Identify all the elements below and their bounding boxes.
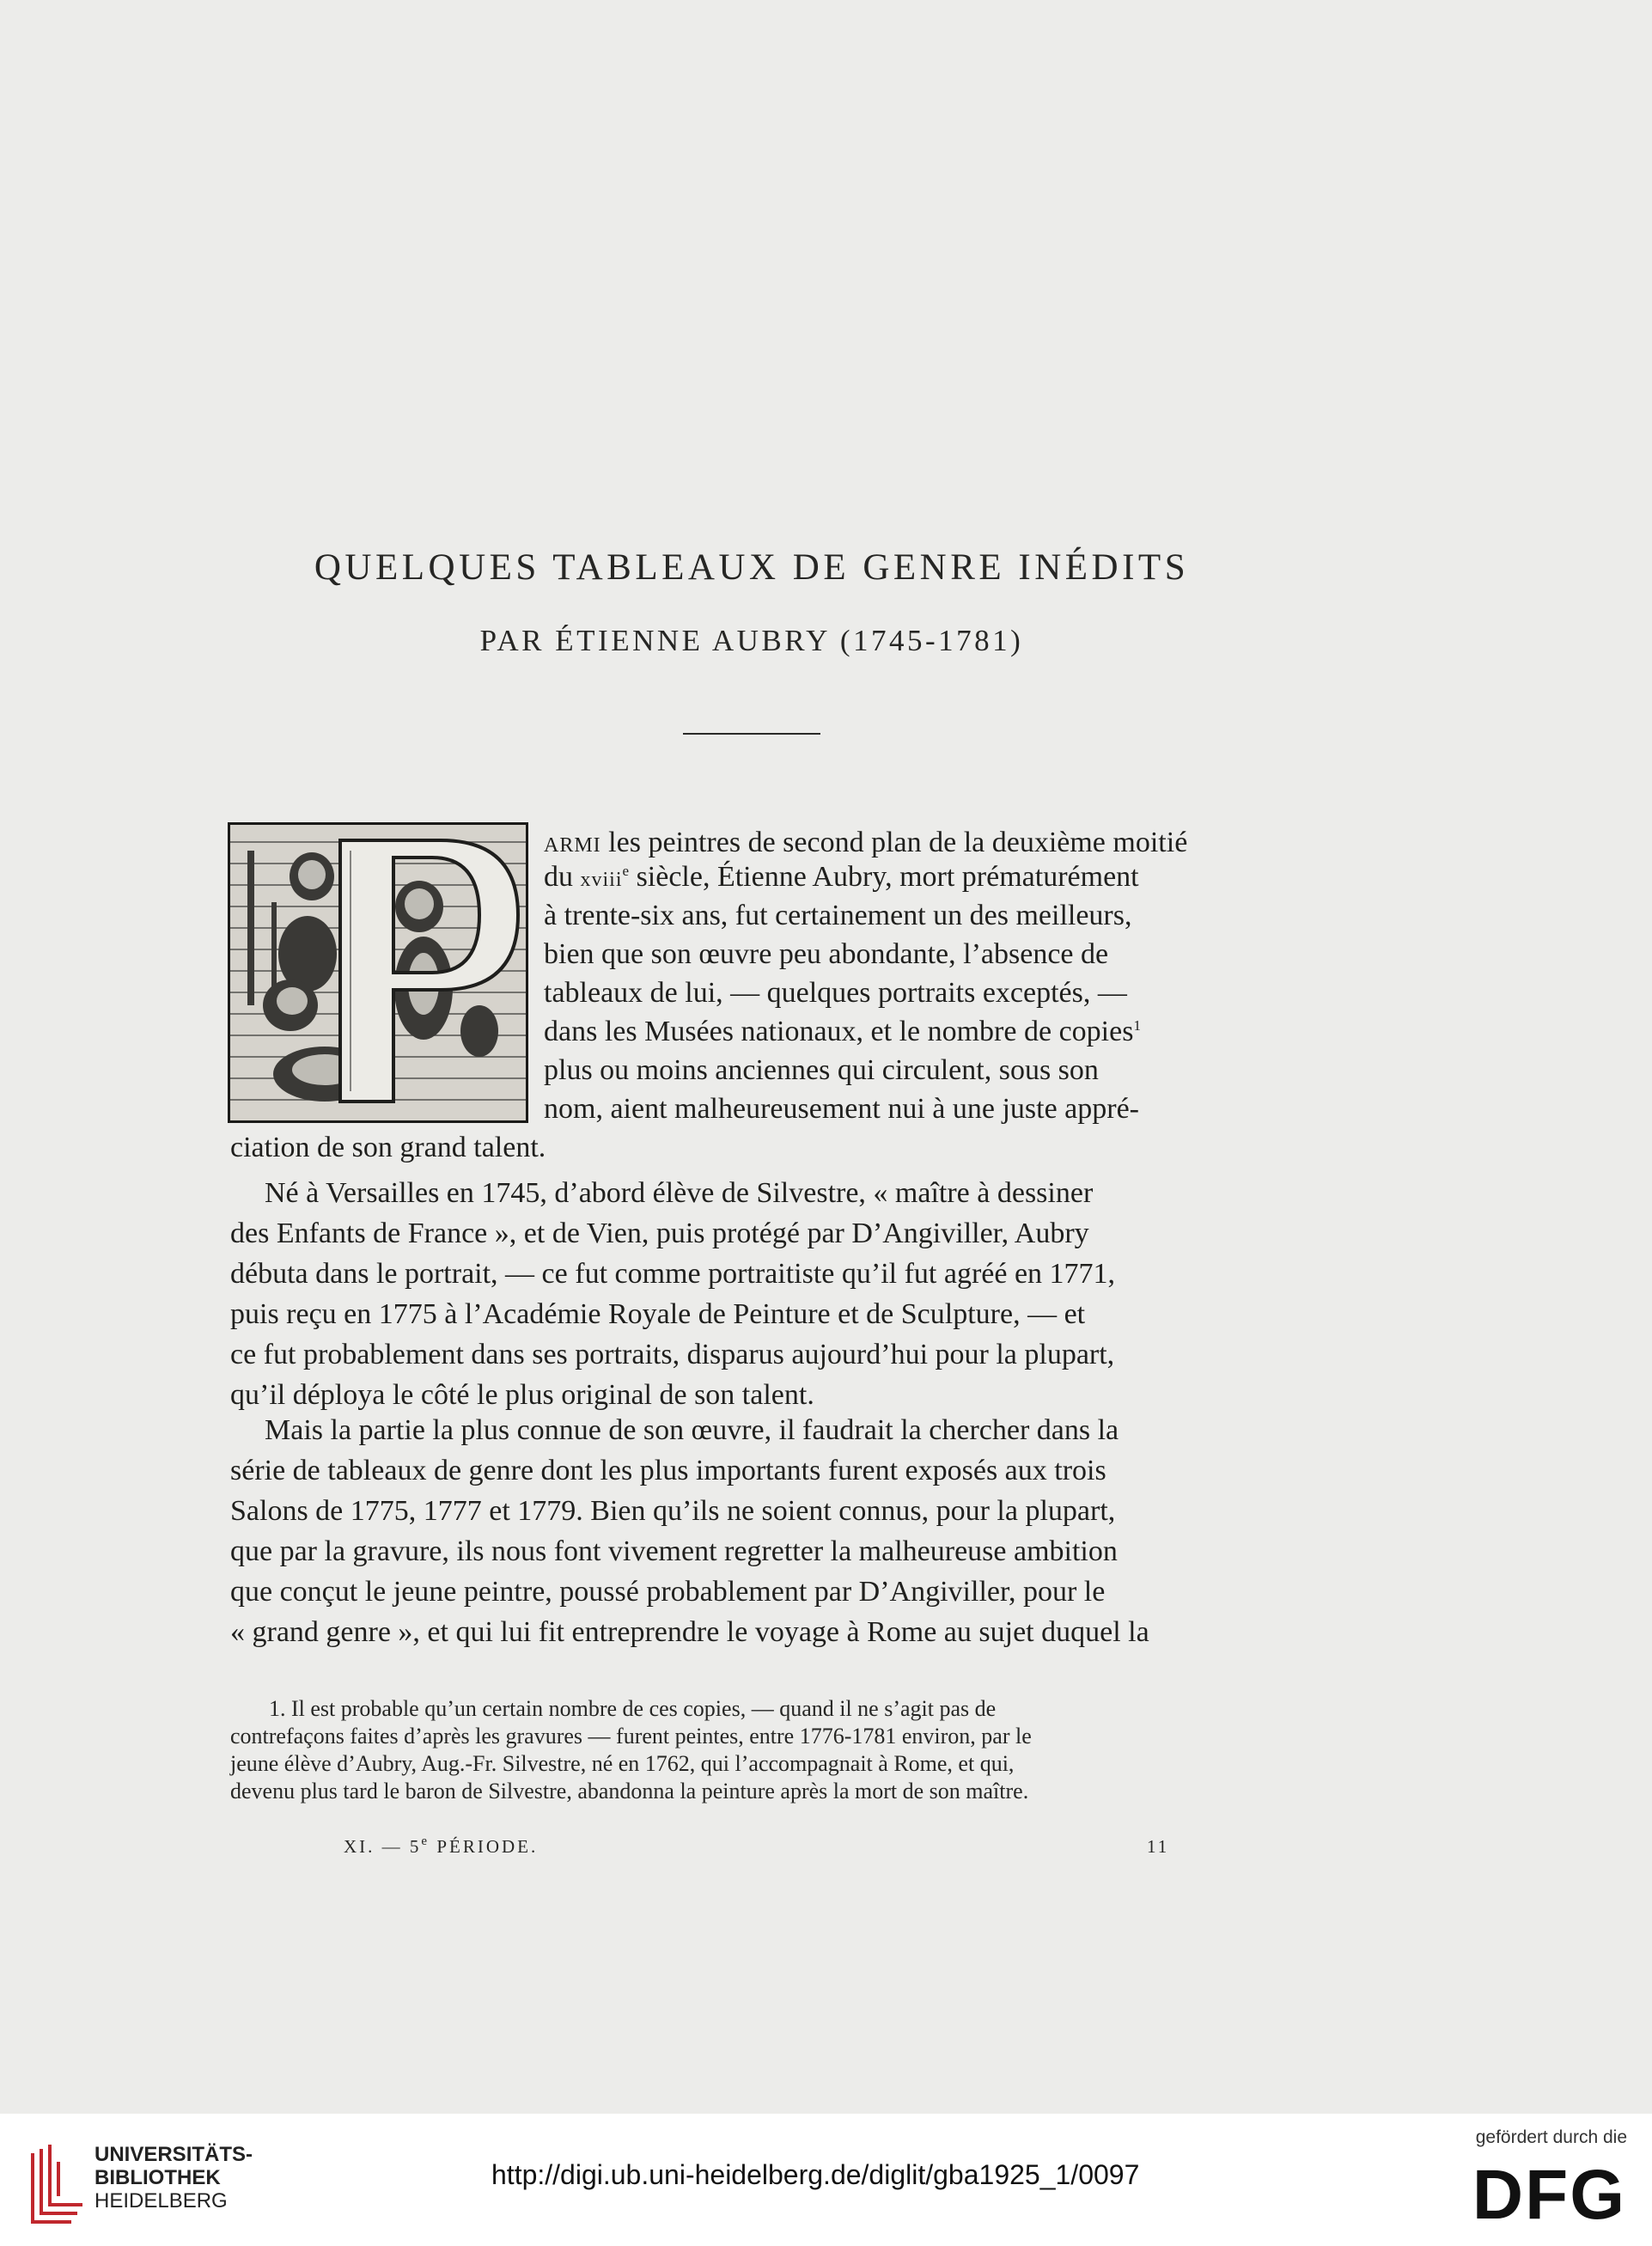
footnote-line-1: 1. Il est probable qu’un certain nombre de ces copies, — quand il ne s’agit pas de	[269, 1696, 997, 1721]
body-line-20: que conçut le jeune peintre, poussé probablement par D’Angiviller, pour le	[230, 1576, 1106, 1608]
title-rule	[683, 733, 820, 735]
footnote-line-3: jeune élève d’Aubry, Aug.-Fr. Silvestre, né en 1762, qui l’accompagnait à Rome, et qui,	[230, 1751, 1015, 1776]
body-line-17: série de tableaux de genre dont les plus importants furent exposés aux trois	[230, 1455, 1106, 1486]
initial-illustration	[230, 825, 526, 1120]
body-line-15: qu’il déploya le côté le plus original de son talent.	[230, 1379, 814, 1411]
body-line-1: ARMI les peintres de second plan de la deuxième moitié	[544, 827, 1188, 858]
library-name: UNIVERSITÄTS- BIBLIOTHEK HEIDELBERG	[94, 2143, 253, 2212]
footnote-line-2: contrefaçons faites d’après les gravures — furent peintes, entre 1776-1781 environ, par le	[230, 1724, 1032, 1749]
article-subtitle: PAR ÉTIENNE AUBRY (1745-1781)	[479, 624, 1024, 657]
article-title: QUELQUES TABLEAUX DE GENRE INÉDITS	[314, 547, 1190, 588]
body-line-8: nom, aient malheureusement nui à une juste appré-	[544, 1093, 1139, 1125]
body-line-2: du xviii$^e$ siècle, Étienne Aubry, mort prématurément	[544, 861, 1139, 893]
body-line-19: que par la gravure, ils nous font vivement regretter la malheureuse ambition	[230, 1535, 1118, 1567]
body-line-11: des Enfants de France », et de Vien, puis protégé par D’Angiviller, Aubry	[230, 1218, 1089, 1249]
body-line-10: Né à Versailles en 1745, d’abord élève de Silvestre, « maître à dessiner	[265, 1177, 1094, 1209]
permalink-url[interactable]: http://digi.ub.uni-heidelberg.de/diglit/gba1925_1/0097	[491, 2159, 1140, 2190]
body-line-18: Salons de 1775, 1777 et 1779. Bien qu’ils ne soient connus, pour la plupart,	[230, 1495, 1116, 1527]
body-line-4: bien que son œuvre peu abondante, l’absence de	[544, 938, 1109, 970]
decorated-initial	[228, 822, 528, 1123]
body-line-12: débuta dans le portrait, — ce fut comme portraitiste qu’il fut agréé en 1771,	[230, 1258, 1116, 1290]
footnote-ref: 1	[1133, 1017, 1141, 1034]
body-line-3: à trente-six ans, fut certainement un des meilleurs,	[544, 900, 1132, 931]
body-line-5: tableaux de lui, — quelques portraits exceptés, —	[544, 977, 1127, 1009]
body-line-21: « grand genre », et qui lui fit entreprendre le voyage à Rome au sujet duquel la	[230, 1616, 1149, 1648]
body-line-7: plus ou moins anciennes qui circulent, sous son	[544, 1054, 1099, 1086]
body-line-6: dans les Musées nationaux, et le nombre de copies$^1$	[544, 1016, 1141, 1047]
body-line-13: puis reçu en 1775 à l’Académie Royale de Peinture et de Sculpture, — et	[230, 1298, 1086, 1330]
folio-number: 11	[1147, 1836, 1170, 1857]
body-line-9: ciation de son grand talent.	[230, 1132, 546, 1163]
funding-caption: gefördert durch die	[1475, 2127, 1627, 2147]
first-word-smallcaps: ARMI	[544, 834, 601, 857]
dfg-logo[interactable]: DFG	[1472, 2156, 1626, 2234]
footnote-line-4: devenu plus tard le baron de Silvestre, abandonna la peinture après la mort de son maître.	[230, 1779, 1029, 1804]
library-logo-icon[interactable]	[24, 2145, 84, 2235]
folio-signature: XI. — 5e PÉRIODE.	[344, 1834, 539, 1857]
body-line-16: Mais la partie la plus connue de son œuvre, il faudrait la chercher dans la	[265, 1414, 1119, 1446]
body-line-14: ce fut probablement dans ses portraits, disparus aujourd’hui pour la plupart,	[230, 1339, 1115, 1370]
